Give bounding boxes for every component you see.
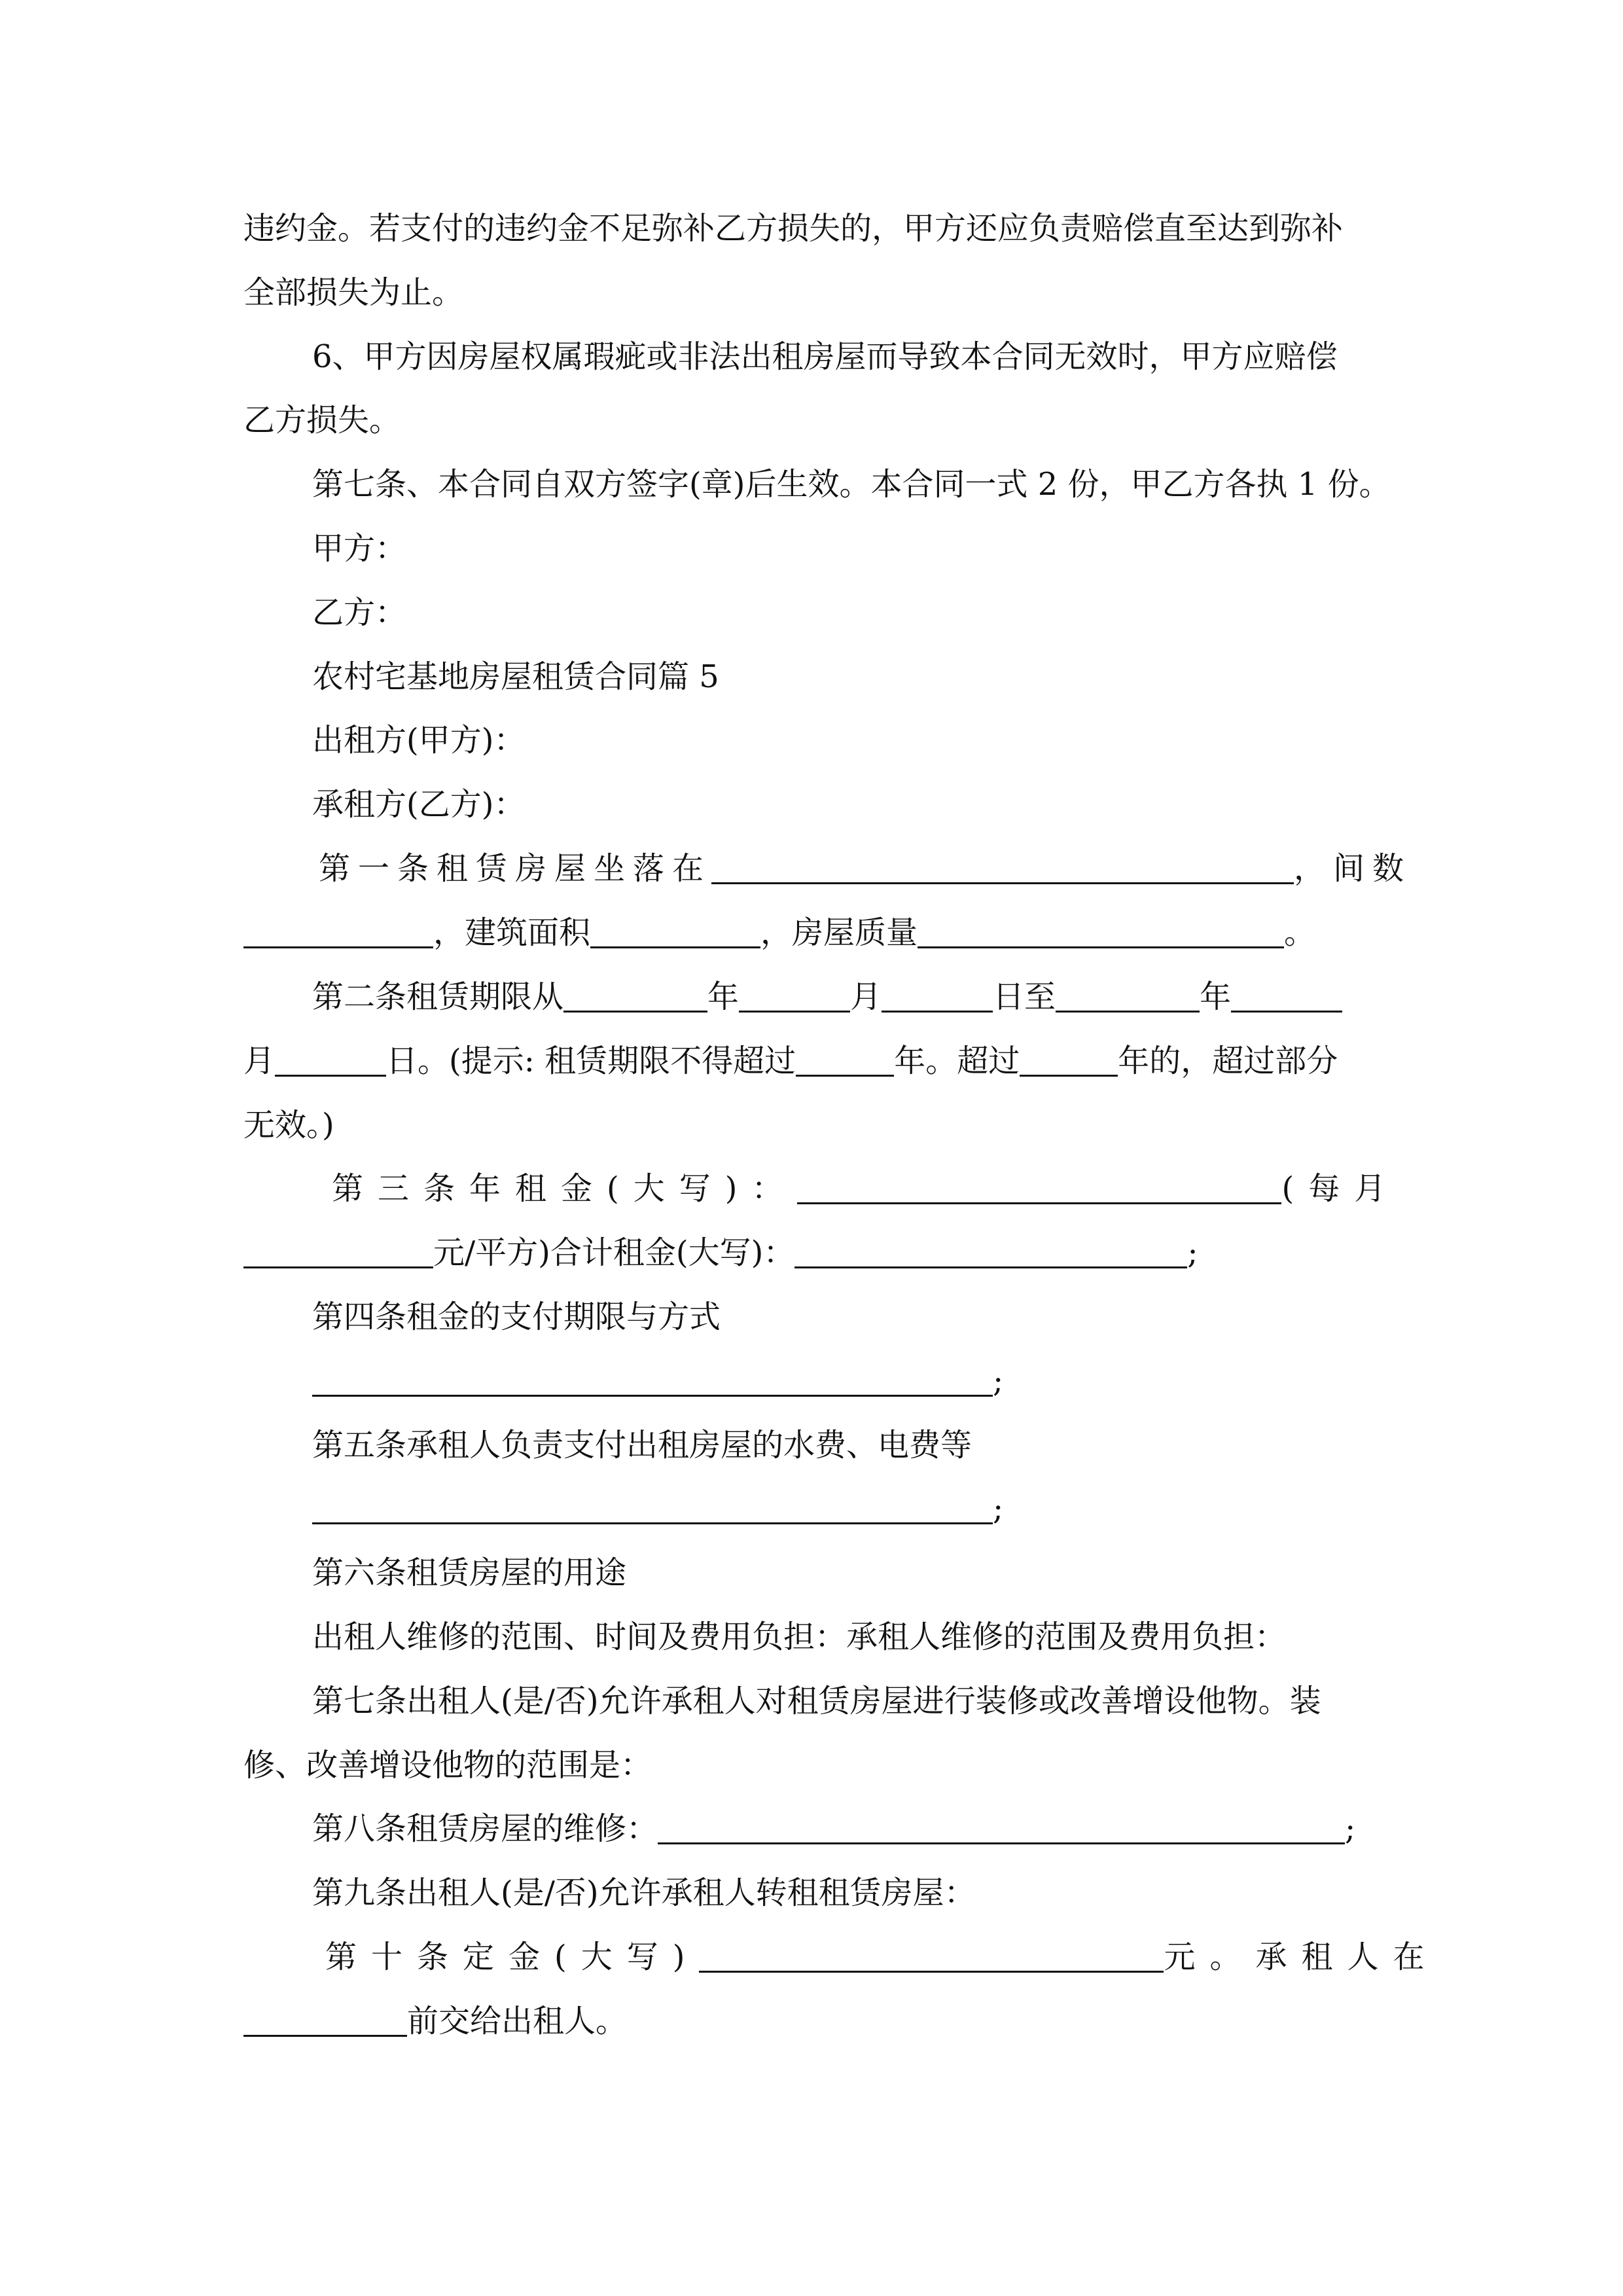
line-text: 乙方： [312, 594, 407, 631]
start-day-blank [882, 978, 993, 1013]
paragraph-line [243, 200, 1382, 257]
line-text: 第八条租赁房屋的维修： [312, 1810, 658, 1847]
article-line [312, 1288, 1451, 1346]
location-blank [711, 850, 1294, 884]
line-text: 第九条出租人(是/否)允许承租人转租租赁房屋： [312, 1874, 976, 1911]
deposit-date-blank [243, 2002, 407, 2037]
line-text: 年 [1200, 978, 1232, 1015]
line-text: 年 [707, 978, 740, 1015]
start-year-blank [563, 978, 707, 1013]
line-text: 年的，超过部分 [1118, 1043, 1338, 1079]
section-title [312, 648, 1451, 706]
article-line [312, 1800, 1451, 1857]
line-text: 第六条租赁房屋的用途 [312, 1554, 627, 1591]
line-text: 第十条定金(大写) [325, 1939, 700, 1975]
start-month-blank [739, 978, 850, 1013]
annual-rent-blank [797, 1170, 1281, 1204]
line-text: 全部损失为止。 [243, 274, 464, 311]
line-text: 乙方损失。 [243, 402, 401, 439]
article-line [332, 1160, 1471, 1217]
line-text: (每月 [1281, 1170, 1400, 1207]
end-month-blank [1231, 978, 1342, 1013]
paragraph-line [243, 264, 1382, 321]
line-text: ，房屋质量 [760, 914, 918, 951]
line-text: 出租人维修的范围、时间及费用负担：承租人维修的范围及费用负担： [312, 1619, 1287, 1655]
article-line [243, 904, 1382, 961]
house-quality-blank [918, 914, 1284, 948]
monthly-rate-blank [243, 1234, 433, 1268]
line-text: 无效。) [243, 1107, 334, 1143]
article-line [312, 1352, 1451, 1410]
article-line [243, 1096, 1382, 1154]
line-text: 第五条承租人负责支付出租房屋的水费、电费等 [312, 1427, 972, 1463]
line-text: 6、甲方因房屋权属瑕疵或非法出租房屋而导致本合同无效时，甲方应赔偿 [312, 338, 1338, 375]
line-text: 前交给出租人。 [407, 2003, 628, 2039]
line-text: 第七条出租人(是/否)允许承租人对租赁房屋进行装修或改善增设他物。装 [312, 1683, 1321, 1719]
line-text: 农村宅基地房屋租赁合同篇 5 [312, 658, 719, 695]
paragraph-line [312, 328, 1451, 386]
line-text: 元。承租人在 [1164, 1939, 1439, 1975]
end-day-blank [275, 1042, 386, 1077]
line-text: 第二条租赁期限从 [312, 978, 564, 1015]
article-line [312, 1416, 1451, 1474]
article-line [243, 1032, 1382, 1090]
end-year-blank [1056, 978, 1200, 1013]
line-text: 出租方(甲方)： [312, 722, 526, 759]
max-term-blank [796, 1042, 894, 1077]
payment-terms-blank [312, 1362, 993, 1397]
line-text: ; [993, 1490, 1004, 1527]
line-text: 承租方(乙方)： [312, 786, 526, 823]
paragraph-line [312, 456, 1451, 513]
article-line [243, 1736, 1382, 1794]
paragraph-line [243, 391, 1382, 449]
total-rent-blank [794, 1234, 1187, 1268]
line-text: 月 [850, 978, 882, 1015]
article-line [312, 1480, 1451, 1537]
line-text: 年。超过 [894, 1043, 1020, 1079]
line-text: 第三条年租金(大写)： [332, 1170, 798, 1207]
line-text: 违约金。若支付的违约金不足弥补乙方损失的，甲方还应负责赔偿直至达到弥补 [243, 210, 1344, 247]
party-b-label [312, 584, 1451, 641]
line-text: 日。(提示: 租赁期限不得超过 [386, 1043, 796, 1079]
line-text: ，间数 [1294, 850, 1412, 887]
line-text: 甲方： [312, 530, 407, 567]
line-text: 日至 [993, 978, 1056, 1015]
line-text: 第七条、本合同自双方签字(章)后生效。本合同一式 2 份，甲乙方各执 1 份。 [312, 466, 1391, 503]
over-term-blank [1020, 1042, 1118, 1077]
maintenance-blank [658, 1810, 1345, 1844]
floor-area-blank [590, 914, 760, 948]
article-line [312, 1672, 1451, 1730]
article-line [312, 1864, 1451, 1922]
line-text: 修、改善增设他物的范围是： [243, 1747, 652, 1784]
line-text: ，建筑面积 [433, 914, 591, 951]
lessee-label [312, 776, 1451, 833]
room-count-blank [243, 914, 433, 948]
article-line [319, 840, 1457, 897]
deposit-amount-blank [699, 1938, 1164, 1973]
article-line [312, 1544, 1451, 1602]
line-text: 月 [243, 1043, 276, 1079]
line-text: ; [1187, 1234, 1198, 1271]
line-text: ; [1345, 1810, 1356, 1847]
utility-fees-blank [312, 1490, 993, 1524]
line-text: 第一条租赁房屋坐落在 [319, 850, 712, 887]
article-line [325, 1928, 1464, 1986]
line-text: 。 [1284, 914, 1316, 951]
line-text: 第四条租金的支付期限与方式 [312, 1299, 721, 1335]
party-a-label [312, 520, 1451, 577]
article-line [312, 968, 1451, 1026]
lessor-label [312, 711, 1451, 769]
line-text: ; [993, 1363, 1004, 1399]
article-line [312, 1608, 1451, 1666]
line-text: 元/平方)合计租金(大写)： [433, 1234, 795, 1271]
article-line [243, 1992, 1382, 2050]
article-line [243, 1224, 1382, 1282]
